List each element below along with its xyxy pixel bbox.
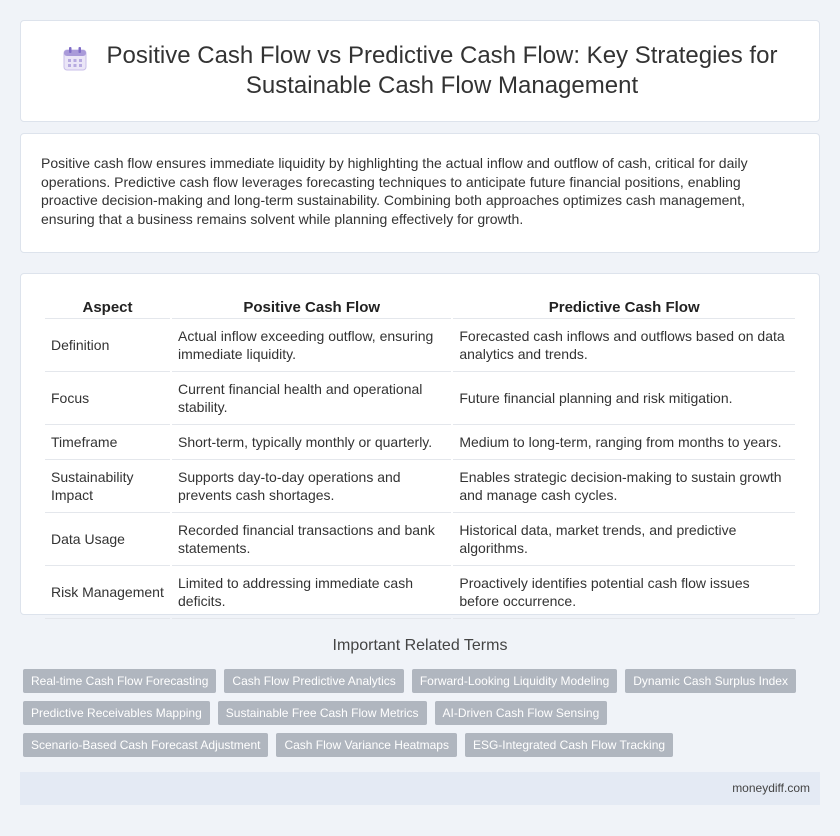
- term-tag[interactable]: Real-time Cash Flow Forecasting: [23, 669, 216, 693]
- table-cell: Enables strategic decision-making to sustain growth and manage cash cycles.: [453, 459, 795, 512]
- table-cell: Historical data, market trends, and predictive algorithms.: [453, 512, 795, 565]
- table-cell: Risk Management: [45, 565, 170, 619]
- table-cell: Medium to long-term, ranging from months to years.: [453, 424, 795, 459]
- table-row: [45, 371, 795, 424]
- table-cell: Data Usage: [45, 512, 170, 565]
- term-tag[interactable]: Cash Flow Variance Heatmaps: [276, 733, 457, 757]
- table-row: [45, 424, 795, 459]
- term-tag[interactable]: Predictive Receivables Mapping: [23, 701, 210, 725]
- table-cell: Recorded financial transactions and bank statements.: [172, 512, 451, 565]
- table-cell: Forecasted cash inflows and outflows based on data analytics and trends.: [453, 318, 795, 371]
- table-cell: Definition: [45, 318, 170, 371]
- table-cell: Sustainability Impact: [45, 459, 170, 512]
- table-cell: Timeframe: [45, 424, 170, 459]
- table-cell: Short-term, typically monthly or quarterly.: [172, 424, 451, 459]
- calendar-icon: [61, 45, 89, 73]
- header-card: [20, 20, 820, 122]
- term-tag[interactable]: Dynamic Cash Surplus Index: [625, 669, 796, 693]
- footer: [20, 772, 820, 805]
- title-wrap: [61, 41, 779, 101]
- table-cell: Supports day-to-day operations and prevents cash shortages.: [172, 459, 451, 512]
- page-title: Positive Cash Flow vs Predictive Cash Flow: Key Strategies for Sustainable Cash Flow Management: [106, 42, 778, 99]
- intro-card: [20, 133, 820, 253]
- related-terms-list: [23, 669, 813, 757]
- table-cell: Limited to addressing immediate cash deficits.: [172, 565, 451, 619]
- table-row: [45, 459, 795, 512]
- table-row: [45, 318, 795, 371]
- term-tag[interactable]: Cash Flow Predictive Analytics: [224, 669, 403, 693]
- term-tag[interactable]: AI-Driven Cash Flow Sensing: [435, 701, 608, 725]
- table-row: [45, 565, 795, 619]
- term-tag[interactable]: Sustainable Free Cash Flow Metrics: [218, 701, 427, 725]
- table-cell: Future financial planning and risk mitigation.: [453, 371, 795, 424]
- comparison-table: [43, 296, 797, 619]
- related-terms-title: Important Related Terms: [332, 637, 508, 654]
- footer-site-link[interactable]: moneydiff.com: [732, 781, 810, 795]
- intro-text: Positive cash flow ensures immediate liquidity by highlighting the actual inflow and outflow of cash, critical for daily operations. Predictive cash flow leverages forecasting techniques to anticipate future financial positions, enabling proactive decision-making and long-term sustainability. Combining both approaches optimizes cash management, ensuring that a business remains solvent while planning effectively for growth.: [41, 155, 748, 227]
- table-cell: Current financial health and operational stability.: [172, 371, 451, 424]
- term-tag[interactable]: Scenario-Based Cash Forecast Adjustment: [23, 733, 268, 757]
- column-header: Predictive Cash Flow: [548, 299, 700, 316]
- table-row: [45, 512, 795, 565]
- comparison-table-card: [20, 273, 820, 615]
- table-header-row: [45, 296, 795, 318]
- table-cell: Actual inflow exceeding outflow, ensuring immediate liquidity.: [172, 318, 451, 371]
- table-cell: Proactively identifies potential cash flow issues before occurrence.: [453, 565, 795, 619]
- term-tag[interactable]: Forward-Looking Liquidity Modeling: [412, 669, 617, 693]
- term-tag[interactable]: ESG-Integrated Cash Flow Tracking: [465, 733, 673, 757]
- column-header: Aspect: [82, 299, 133, 316]
- table-cell: Focus: [45, 371, 170, 424]
- column-header: Positive Cash Flow: [243, 299, 381, 316]
